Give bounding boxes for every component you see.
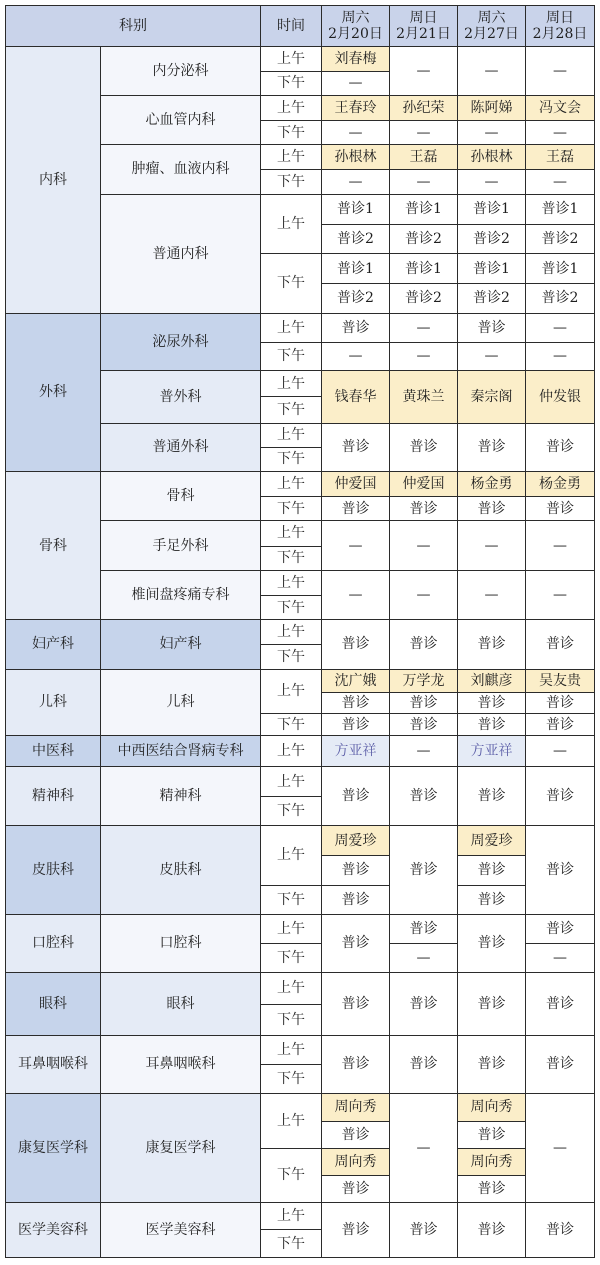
empty-cell: —: [322, 170, 390, 194]
clinic-cell: 普诊: [458, 497, 526, 521]
dept-zhongyi: 中医科: [6, 736, 101, 767]
doctor-cell: 陈阿娣: [458, 95, 526, 120]
dept-pifu: 皮肤科: [6, 825, 101, 914]
time-am: 上午: [261, 194, 322, 254]
time-pm: 下午: [261, 1148, 322, 1202]
time-am: 上午: [261, 1035, 322, 1064]
table-row: [6, 736, 595, 767]
empty-cell: —: [322, 71, 390, 95]
doctor-cell: 仲发银: [526, 371, 595, 423]
table-row: [6, 669, 595, 692]
clinic-cell: 普诊: [458, 885, 526, 914]
empty-cell: —: [458, 342, 526, 370]
empty-cell: —: [526, 944, 595, 973]
subdept-kouqiang: 口腔科: [101, 914, 261, 973]
clinic-cell: 普诊: [322, 423, 390, 471]
time-am: 上午: [261, 1203, 322, 1230]
clinic-cell: 普诊1: [390, 194, 458, 224]
clinic-cell: 普诊2: [322, 284, 390, 313]
subdept-pifu: 皮肤科: [101, 825, 261, 914]
dept-waike: 外科: [6, 313, 101, 471]
dept-erke: 儿科: [6, 669, 101, 736]
time-pm: 下午: [261, 497, 322, 521]
subdept-guke: 骨科: [101, 471, 261, 520]
clinic-cell: 普诊: [322, 714, 390, 736]
clinic-cell: 普诊: [322, 497, 390, 521]
dept-jingshen: 精神科: [6, 767, 101, 826]
doctor-cell: 周向秀: [458, 1148, 526, 1175]
header-row: [6, 6, 595, 47]
clinic-cell: 普诊: [526, 767, 595, 826]
weekday: 周日: [546, 10, 574, 27]
time-pm: 下午: [261, 596, 322, 620]
clinic-cell: 普诊: [322, 1175, 390, 1202]
clinic-cell: 普诊: [390, 620, 458, 669]
clinic-cell: 普诊1: [322, 194, 390, 224]
empty-cell: —: [390, 944, 458, 973]
clinic-cell: 普诊: [322, 973, 390, 1036]
empty-cell: —: [322, 570, 390, 619]
empty-cell: —: [526, 313, 595, 342]
doctor-cell: 周爱珍: [322, 825, 390, 855]
clinic-cell: 普诊2: [390, 224, 458, 253]
dept-kangfu: 康复医学科: [6, 1094, 101, 1203]
weekday: 周日: [409, 10, 438, 27]
time-am: 上午: [261, 973, 322, 1004]
clinic-cell: 普诊: [322, 885, 390, 914]
empty-cell: —: [390, 342, 458, 370]
clinic-cell: 普诊: [458, 1121, 526, 1148]
clinic-cell: 普诊: [390, 1203, 458, 1258]
dept-guke: 骨科: [6, 471, 101, 619]
subdept-shouzu: 手足外科: [101, 521, 261, 570]
doctor-cell: 方亚祥: [458, 736, 526, 767]
time-am: 上午: [261, 47, 322, 71]
time-pm: 下午: [261, 71, 322, 95]
date: 2月27日: [464, 26, 519, 43]
subdept-neifenmi: 内分泌科: [101, 47, 261, 95]
time-pm: 下午: [261, 254, 322, 314]
clinic-cell: 普诊: [458, 313, 526, 342]
clinic-cell: 普诊: [322, 692, 390, 713]
empty-cell: —: [526, 170, 595, 194]
clinic-cell: 普诊: [322, 620, 390, 669]
clinic-cell: 普诊: [526, 620, 595, 669]
clinic-cell: 普诊: [458, 856, 526, 885]
subdept-kangfu: 康复医学科: [101, 1094, 261, 1203]
doctor-cell: 万学龙: [390, 669, 458, 692]
table-row: [6, 471, 595, 496]
clinic-cell: 普诊: [458, 914, 526, 973]
empty-cell: —: [526, 1094, 595, 1203]
doctor-cell: 周向秀: [458, 1094, 526, 1121]
time-am: 上午: [261, 767, 322, 796]
table-row: [6, 914, 595, 943]
doctor-cell: 孙根林: [322, 145, 390, 170]
subdept-miniao: 泌尿外科: [101, 313, 261, 370]
dept-header: 科别: [6, 6, 261, 47]
time-am: 上午: [261, 521, 322, 546]
clinic-cell: 普诊: [390, 1035, 458, 1094]
empty-cell: —: [390, 170, 458, 194]
clinic-cell: 普诊1: [322, 254, 390, 284]
doctor-cell: 周向秀: [322, 1094, 390, 1121]
dept-yanke: 眼科: [6, 973, 101, 1036]
clinic-cell: 普诊: [458, 1203, 526, 1258]
time-am: 上午: [261, 145, 322, 170]
time-am: 上午: [261, 736, 322, 767]
clinic-cell: 普诊: [526, 692, 595, 713]
time-am: 上午: [261, 423, 322, 447]
clinic-cell: 普诊: [458, 620, 526, 669]
doctor-cell: 刘麒彦: [458, 669, 526, 692]
empty-cell: —: [526, 342, 595, 370]
clinic-cell: 普诊: [526, 973, 595, 1036]
time-am: 上午: [261, 1094, 322, 1148]
clinic-cell: 普诊2: [458, 224, 526, 253]
clinic-cell: 普诊: [390, 714, 458, 736]
empty-cell: —: [322, 342, 390, 370]
table-row: [6, 1203, 595, 1230]
time-am: 上午: [261, 371, 322, 397]
subdept-meirong: 医学美容科: [101, 1203, 261, 1258]
time-pm: 下午: [261, 714, 322, 736]
dept-erbi: 耳鼻咽喉科: [6, 1035, 101, 1094]
time-am: 上午: [261, 914, 322, 943]
doctor-cell: 周爱珍: [458, 825, 526, 855]
subdept-yanke: 眼科: [101, 973, 261, 1036]
clinic-cell: 普诊: [458, 767, 526, 826]
clinic-cell: 普诊1: [390, 254, 458, 284]
time-pm: 下午: [261, 120, 322, 144]
date: 2月21日: [396, 26, 451, 43]
table-row: [6, 1094, 595, 1121]
subdept-putongneike: 普通内科: [101, 194, 261, 313]
empty-cell: —: [458, 47, 526, 95]
doctor-cell: 刘春梅: [322, 47, 390, 71]
time-am: 上午: [261, 669, 322, 713]
clinic-cell: 普诊: [390, 825, 458, 914]
empty-cell: —: [526, 570, 595, 619]
table-row: [6, 1035, 595, 1064]
clinic-cell: 普诊: [322, 914, 390, 973]
day-header-1: [322, 6, 390, 47]
table-row: [6, 620, 595, 645]
clinic-schedule-table: [5, 5, 595, 1258]
time-am: 上午: [261, 620, 322, 645]
clinic-cell: 普诊: [526, 825, 595, 914]
time-pm: 下午: [261, 1230, 322, 1258]
empty-cell: —: [390, 47, 458, 95]
empty-cell: —: [390, 1094, 458, 1203]
table-row: [6, 973, 595, 1004]
doctor-cell: 方亚祥: [322, 736, 390, 767]
time-pm: 下午: [261, 885, 322, 914]
doctor-cell: 仲爱国: [390, 471, 458, 496]
clinic-cell: 普诊1: [458, 254, 526, 284]
clinic-cell: 普诊: [390, 692, 458, 713]
subdept-erbi: 耳鼻咽喉科: [101, 1035, 261, 1094]
clinic-cell: 普诊1: [458, 194, 526, 224]
dept-meirong: 医学美容科: [6, 1203, 101, 1258]
doctor-cell: 吴友贵: [526, 669, 595, 692]
empty-cell: —: [390, 120, 458, 144]
day-header-3: [458, 6, 526, 47]
subdept-xinxueguan: 心血管内科: [101, 95, 261, 144]
time-am: 上午: [261, 570, 322, 595]
time-pm: 下午: [261, 546, 322, 570]
time-pm: 下午: [261, 645, 322, 669]
dept-kouqiang: 口腔科: [6, 914, 101, 973]
empty-cell: —: [526, 120, 595, 144]
time-pm: 下午: [261, 796, 322, 825]
table-row: [6, 47, 595, 71]
clinic-cell: 普诊: [390, 423, 458, 471]
time-pm: 下午: [261, 1065, 322, 1094]
doctor-cell: 秦宗阁: [458, 371, 526, 423]
doctor-cell: 仲爱国: [322, 471, 390, 496]
doctor-cell: 孙纪荣: [390, 95, 458, 120]
clinic-cell: 普诊2: [458, 284, 526, 313]
doctor-cell: 王春玲: [322, 95, 390, 120]
clinic-cell: 普诊: [322, 767, 390, 826]
time-pm: 下午: [261, 170, 322, 194]
time-pm: 下午: [261, 944, 322, 973]
time-am: 上午: [261, 313, 322, 342]
empty-cell: —: [458, 521, 526, 570]
doctor-cell: 周向秀: [322, 1148, 390, 1175]
doctor-cell: 钱春华: [322, 371, 390, 423]
dept-neike: 内科: [6, 47, 101, 313]
empty-cell: —: [390, 313, 458, 342]
dept-fuchan: 妇产科: [6, 620, 101, 669]
subdept-putongwaike: 普通外科: [101, 423, 261, 471]
empty-cell: —: [390, 736, 458, 767]
day-header-4: [526, 6, 595, 47]
clinic-cell: 普诊: [390, 767, 458, 826]
empty-cell: —: [526, 521, 595, 570]
table-row: [6, 825, 595, 855]
table-row: [6, 767, 595, 796]
clinic-cell: 普诊: [526, 1203, 595, 1258]
empty-cell: —: [458, 170, 526, 194]
subdept-jingshen: 精神科: [101, 767, 261, 826]
subdept-zhongxiyi: 中西医结合肾病专科: [101, 736, 261, 767]
weekday: 周六: [477, 10, 506, 27]
empty-cell: —: [322, 521, 390, 570]
doctor-cell: 杨金勇: [458, 471, 526, 496]
date: 2月20日: [328, 26, 383, 43]
empty-cell: —: [526, 736, 595, 767]
doctor-cell: 冯文会: [526, 95, 595, 120]
clinic-cell: 普诊: [458, 714, 526, 736]
clinic-cell: 普诊: [526, 1035, 595, 1094]
time-am: 上午: [261, 471, 322, 496]
clinic-cell: 普诊: [458, 973, 526, 1036]
clinic-cell: 普诊: [526, 714, 595, 736]
time-pm: 下午: [261, 342, 322, 370]
doctor-cell: 黄珠兰: [390, 371, 458, 423]
subdept-erke: 儿科: [101, 669, 261, 736]
subdept-zhuijian: 椎间盘疼痛专科: [101, 570, 261, 619]
clinic-cell: 普诊: [458, 1175, 526, 1202]
time-am: 上午: [261, 825, 322, 885]
clinic-cell: 普诊: [390, 914, 458, 943]
clinic-cell: 普诊: [458, 692, 526, 713]
doctor-cell: 孙根林: [458, 145, 526, 170]
subdept-zhongliu: 肿瘤、血液内科: [101, 145, 261, 194]
clinic-cell: 普诊: [458, 1035, 526, 1094]
date: 2月28日: [532, 26, 588, 43]
clinic-cell: 普诊2: [390, 284, 458, 313]
clinic-cell: 普诊: [526, 497, 595, 521]
clinic-cell: 普诊: [322, 856, 390, 885]
clinic-cell: 普诊2: [322, 224, 390, 253]
empty-cell: —: [322, 120, 390, 144]
subdept-fuchan: 妇产科: [101, 620, 261, 669]
clinic-cell: 普诊1: [526, 254, 595, 284]
clinic-cell: 普诊: [390, 497, 458, 521]
subdept-puwai: 普外科: [101, 371, 261, 423]
clinic-cell: 普诊: [322, 1035, 390, 1094]
clinic-cell: 普诊: [526, 914, 595, 943]
empty-cell: —: [526, 47, 595, 95]
clinic-cell: 普诊: [458, 423, 526, 471]
time-pm: 下午: [261, 397, 322, 423]
clinic-cell: 普诊: [322, 313, 390, 342]
clinic-cell: 普诊: [526, 423, 595, 471]
clinic-cell: 普诊: [322, 1203, 390, 1258]
clinic-cell: 普诊: [390, 973, 458, 1036]
day-header-2: [390, 6, 458, 47]
doctor-cell: 王磊: [390, 145, 458, 170]
empty-cell: —: [458, 570, 526, 619]
empty-cell: —: [390, 570, 458, 619]
weekday: 周六: [341, 10, 370, 27]
time-pm: 下午: [261, 447, 322, 471]
table-row: [6, 313, 595, 342]
time-am: 上午: [261, 95, 322, 120]
time-pm: 下午: [261, 1004, 322, 1035]
time-header: 时间: [261, 6, 322, 47]
doctor-cell: 王磊: [526, 145, 595, 170]
clinic-cell: 普诊1: [526, 194, 595, 224]
clinic-cell: 普诊: [322, 1121, 390, 1148]
empty-cell: —: [390, 521, 458, 570]
clinic-cell: 普诊2: [526, 284, 595, 313]
doctor-cell: 杨金勇: [526, 471, 595, 496]
empty-cell: —: [458, 120, 526, 144]
clinic-cell: 普诊2: [526, 224, 595, 253]
doctor-cell: 沈广娥: [322, 669, 390, 692]
